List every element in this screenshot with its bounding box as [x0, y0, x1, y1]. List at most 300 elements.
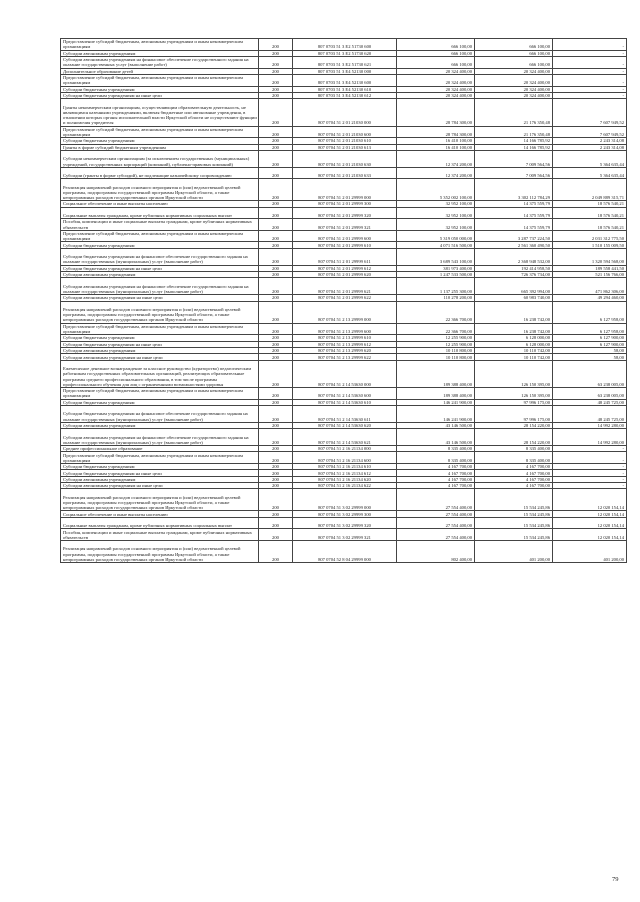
row-approved-amount-cell: 666 100,00 [397, 50, 475, 56]
row-executed-amount-cell: 16 238 742,00 [475, 301, 553, 323]
table-row [61, 207, 627, 219]
row-name-cell: Субсидии автономным учреждениям [61, 348, 259, 354]
row-admin-code-cell: 200 [259, 445, 293, 451]
row-approved-amount-cell: 27 554 400,00 [397, 517, 475, 529]
row-budget-code-cell: 807 0704 51 2 01 29999 321 [293, 219, 397, 231]
row-approved-amount-cell: 27 554 400,00 [397, 529, 475, 541]
row-admin-code-cell: 200 [259, 422, 293, 428]
row-unexecuted-amount-cell: - [553, 452, 627, 464]
row-admin-code-cell: 200 [259, 201, 293, 207]
row-budget-code-cell: 807 0704 51 2 13 29999 622 [293, 354, 397, 360]
row-executed-amount-cell: 28 154 220,00 [475, 422, 553, 428]
row-admin-code-cell: 200 [259, 360, 293, 387]
row-admin-code-cell: 200 [259, 405, 293, 422]
row-name-cell: Субсидии автономным учреждениям [61, 476, 259, 482]
row-executed-amount-cell: 8 335 400,00 [475, 445, 553, 451]
row-approved-amount-cell: 146 241 900,00 [397, 405, 475, 422]
row-admin-code-cell: 200 [259, 92, 293, 98]
row-approved-amount-cell: 666 100,00 [397, 56, 475, 68]
row-name-cell: Субсидии бюджетным учреждениям на иные цели [61, 92, 259, 98]
row-name-cell: Предоставление субсидий бюджетным, автономным учреждениям и иным некоммерческим организациям [61, 387, 259, 399]
row-unexecuted-amount-cell: 48 245 725,00 [553, 405, 627, 422]
row-admin-code-cell: 200 [259, 295, 293, 301]
row-name-cell: Реализация направлений расходов основного мероприятия и (или) ведомственной целевой программы, подпрограммы государственной программы Иркутской области, а также непрограммных расходов государственных органов Иркутской области [61, 179, 259, 201]
row-budget-code-cell: 807 0704 51 2 16 21134 612 [293, 470, 397, 476]
table-row [61, 354, 627, 360]
row-name-cell: Субсидии бюджетным учреждениям на иные цели [61, 265, 259, 271]
row-approved-amount-cell: 32 952 100,00 [397, 219, 475, 231]
row-approved-amount-cell: 10 110 800,00 [397, 354, 475, 360]
row-name-cell: Субсидии бюджетным учреждениям на финансовое обеспечение государственного задания на оказание государственных (муниципальных) услуг (выполнение работ) [61, 405, 259, 422]
row-name-cell: Гранты в форме субсидий бюджетным учреждениям [61, 144, 259, 150]
row-budget-code-cell: 807 0704 51 3 02 29999 321 [293, 529, 397, 541]
row-approved-amount-cell: 20 324 400,00 [397, 86, 475, 92]
row-name-cell: Реализация направлений расходов основного мероприятия и (или) ведомственной целевой программы, подпрограммы государственной программы Иркутской области, а также непрограммных расходов государственных органов Иркутской области [61, 301, 259, 323]
row-executed-amount-cell: 401 200,00 [475, 541, 553, 563]
row-executed-amount-cell: 14 166 785,92 [475, 138, 553, 144]
row-budget-code-cell: 807 0704 51 2 01 21030 600 [293, 126, 397, 138]
row-unexecuted-amount-cell: 7 607 949,52 [553, 99, 627, 126]
row-budget-code-cell: 807 0704 51 2 14 53630 611 [293, 405, 397, 422]
row-budget-code-cell: 807 0703 51 3 Е4 52130 600 [293, 74, 397, 86]
row-admin-code-cell: 200 [259, 272, 293, 278]
row-executed-amount-cell: 6 128 000,00 [475, 341, 553, 347]
row-admin-code-cell: 200 [259, 354, 293, 360]
row-approved-amount-cell: 12 255 900,00 [397, 341, 475, 347]
row-name-cell: Субсидии автономным учреждениям на финансовое обеспечение государственного задания на оказание государственных (муниципальных) услуг (выполнение работ) [61, 278, 259, 295]
row-admin-code-cell: 200 [259, 138, 293, 144]
row-unexecuted-amount-cell: 12 020 154,14 [553, 517, 627, 529]
row-executed-amount-cell: 16 238 742,00 [475, 323, 553, 335]
row-budget-code-cell: 807 0704 51 3 02 29999 000 [293, 489, 397, 511]
row-executed-amount-cell: 3 302 112 784,29 [475, 179, 553, 201]
row-budget-code-cell: 807 0704 51 2 01 29999 621 [293, 278, 397, 295]
row-executed-amount-cell: 97 996 175,00 [475, 399, 553, 405]
row-name-cell: Предоставление субсидий бюджетным, автономным учреждениям и иным некоммерческим организациям [61, 230, 259, 242]
row-name-cell: Дополнительное образование детей [61, 68, 259, 74]
row-unexecuted-amount-cell: 18 576 540,21 [553, 219, 627, 231]
row-name-cell: Субсидии автономным учреждениям на иные цели [61, 295, 259, 301]
row-unexecuted-amount-cell: 14 992 280,00 [553, 422, 627, 428]
row-executed-amount-cell: 15 534 245,86 [475, 529, 553, 541]
row-unexecuted-amount-cell: 2 031 312 775,50 [553, 230, 627, 242]
table-row [61, 92, 627, 98]
row-name-cell: Субсидии бюджетным учреждениям [61, 242, 259, 248]
row-admin-code-cell: 200 [259, 429, 293, 446]
row-name-cell: Субсидии бюджетным учреждениям [61, 138, 259, 144]
row-budget-code-cell: 807 0704 51 2 14 53630 600 [293, 387, 397, 399]
row-budget-code-cell: 807 0704 51 2 01 29999 610 [293, 242, 397, 248]
row-budget-code-cell: 807 0703 51 3 Е4 52130 610 [293, 86, 397, 92]
row-unexecuted-amount-cell: - [553, 39, 627, 51]
row-name-cell: Субсидии бюджетным учреждениям [61, 86, 259, 92]
row-executed-amount-cell: 20 324 400,00 [475, 86, 553, 92]
table-row [61, 301, 627, 323]
row-budget-code-cell: 807 0703 51 3 Е2 51730 600 [293, 39, 397, 51]
row-unexecuted-amount-cell: 6 127 900,00 [553, 335, 627, 341]
row-approved-amount-cell: 20 324 400,00 [397, 68, 475, 74]
row-budget-code-cell: 807 0704 51 3 02 29999 300 [293, 511, 397, 517]
row-unexecuted-amount-cell: - [553, 56, 627, 68]
table-row [61, 489, 627, 511]
row-name-cell: Субсидии бюджетным учреждениям на финансовое обеспечение государственного задания на оказание государственных (муниципальных) услуг (выполнение работ) [61, 248, 259, 265]
row-executed-amount-cell: 21 176 350,48 [475, 99, 553, 126]
row-unexecuted-amount-cell: 521 156 766,00 [553, 272, 627, 278]
table-row [61, 167, 627, 179]
row-admin-code-cell: 200 [259, 99, 293, 126]
row-executed-amount-cell: 4 167 700,00 [475, 470, 553, 476]
row-unexecuted-amount-cell: 5 364 635,44 [553, 167, 627, 179]
row-executed-amount-cell: 126 150 395,00 [475, 387, 553, 399]
row-unexecuted-amount-cell: 18 576 540,21 [553, 207, 627, 219]
row-executed-amount-cell: 20 324 400,00 [475, 74, 553, 86]
row-executed-amount-cell: 28 154 220,00 [475, 429, 553, 446]
row-approved-amount-cell: 5 319 050 000,00 [397, 230, 475, 242]
row-name-cell: Субсидии бюджетным учреждениям на иные цели [61, 470, 259, 476]
row-admin-code-cell: 200 [259, 278, 293, 295]
row-executed-amount-cell: 20 324 400,00 [475, 92, 553, 98]
row-admin-code-cell: 200 [259, 167, 293, 179]
row-admin-code-cell: 200 [259, 68, 293, 74]
row-name-cell: Предоставление субсидий бюджетным, автономным учреждениям и иным некоммерческим организациям [61, 74, 259, 86]
row-unexecuted-amount-cell: 6 127 958,00 [553, 301, 627, 323]
row-name-cell: Субсидии бюджетным учреждениям [61, 335, 259, 341]
row-budget-code-cell: 807 0704 51 2 13 29999 612 [293, 341, 397, 347]
row-approved-amount-cell: 22 366 700,00 [397, 301, 475, 323]
row-name-cell: Предоставление субсидий бюджетным, автономным учреждениям и иным некоммерческим организациям [61, 39, 259, 51]
row-admin-code-cell: 200 [259, 230, 293, 242]
row-approved-amount-cell: 20 324 400,00 [397, 74, 475, 86]
row-budget-code-cell: 807 0704 51 2 16 21134 620 [293, 476, 397, 482]
row-admin-code-cell: 200 [259, 242, 293, 248]
table-row [61, 39, 627, 51]
row-admin-code-cell: 200 [259, 265, 293, 271]
row-admin-code-cell: 200 [259, 476, 293, 482]
table-row [61, 179, 627, 201]
row-budget-code-cell: 807 0704 51 2 01 21030 000 [293, 99, 397, 126]
page-number: 79 [612, 876, 619, 883]
row-executed-amount-cell: 726 376 734,00 [475, 272, 553, 278]
table-row [61, 360, 627, 387]
row-name-cell: Субсидии автономным учреждениям [61, 272, 259, 278]
row-executed-amount-cell: 14 375 559,79 [475, 201, 553, 207]
table-row [61, 323, 627, 335]
row-admin-code-cell: 200 [259, 86, 293, 92]
row-approved-amount-cell: 381 973 400,00 [397, 265, 475, 271]
row-approved-amount-cell: 4 071 516 500,00 [397, 242, 475, 248]
row-approved-amount-cell: 4 167 700,00 [397, 470, 475, 476]
row-budget-code-cell: 807 0704 51 2 13 29999 610 [293, 335, 397, 341]
row-name-cell: Субсидии некоммерческим организациям (за исключением государственных (муниципальных) учреждений, государственных корпораций (компаний), публично-правовых компаний) [61, 150, 259, 167]
row-budget-code-cell: 807 0704 51 2 16 21134 622 [293, 483, 397, 489]
table-row [61, 99, 627, 126]
row-approved-amount-cell: 12 374 200,00 [397, 150, 475, 167]
row-admin-code-cell: 200 [259, 150, 293, 167]
row-approved-amount-cell: 8 335 400,00 [397, 452, 475, 464]
table-row [61, 201, 627, 207]
row-executed-amount-cell: 2 368 948 532,00 [475, 248, 553, 265]
row-budget-code-cell: 807 0703 51 3 Е4 52130 612 [293, 92, 397, 98]
row-unexecuted-amount-cell: 6 127 900,00 [553, 341, 627, 347]
table-row [61, 248, 627, 265]
row-approved-amount-cell: 43 146 500,00 [397, 429, 475, 446]
row-budget-code-cell: 807 0704 51 2 13 29999 620 [293, 348, 397, 354]
row-unexecuted-amount-cell: 1 510 155 009,50 [553, 242, 627, 248]
table-row [61, 405, 627, 422]
row-executed-amount-cell: 4 167 700,00 [475, 463, 553, 469]
row-name-cell: Пособия, компенсации и иные социальные выплаты гражданам, кроме публичных нормативных обязательств [61, 529, 259, 541]
table-row [61, 470, 627, 476]
row-unexecuted-amount-cell: - [553, 92, 627, 98]
row-approved-amount-cell: 28 784 300,00 [397, 99, 475, 126]
row-admin-code-cell: 200 [259, 207, 293, 219]
row-name-cell: Пособия, компенсации и иные социальные выплаты гражданам, кроме публичных нормативных обязательств [61, 219, 259, 231]
row-unexecuted-amount-cell: 1 320 594 568,00 [553, 248, 627, 265]
row-approved-amount-cell: 189 388 400,00 [397, 387, 475, 399]
row-name-cell: Субсидии (гранты в форме субсидий), не подлежащие казначейскому сопровождению [61, 167, 259, 179]
row-unexecuted-amount-cell: - [553, 470, 627, 476]
row-admin-code-cell: 200 [259, 39, 293, 51]
table-row [61, 517, 627, 529]
row-executed-amount-cell: 666 100,00 [475, 56, 553, 68]
row-executed-amount-cell: 666 100,00 [475, 39, 553, 51]
table-row [61, 429, 627, 446]
row-approved-amount-cell: 12 374 200,00 [397, 167, 475, 179]
table-row [61, 230, 627, 242]
table-row [61, 452, 627, 464]
row-admin-code-cell: 200 [259, 517, 293, 529]
row-approved-amount-cell: 27 554 400,00 [397, 489, 475, 511]
row-unexecuted-amount-cell: - [553, 74, 627, 86]
table-row [61, 150, 627, 167]
row-budget-code-cell: 807 0704 51 2 01 29999 600 [293, 230, 397, 242]
row-unexecuted-amount-cell: 7 607 949,52 [553, 126, 627, 138]
row-unexecuted-amount-cell: 401 200,00 [553, 541, 627, 563]
row-approved-amount-cell: 1 137 255 300,00 [397, 278, 475, 295]
row-unexecuted-amount-cell: 63 238 005,00 [553, 387, 627, 399]
row-unexecuted-amount-cell: - [553, 476, 627, 482]
row-admin-code-cell: 200 [259, 511, 293, 517]
row-name-cell: Субсидии автономным учреждениям на финансовое обеспечение государственного задания на оказание государственных услуг (выполнение работ) [61, 56, 259, 68]
row-budget-code-cell: 807 0704 51 2 01 29999 000 [293, 179, 397, 201]
row-budget-code-cell: 807 0704 51 2 01 21030 633 [293, 167, 397, 179]
row-executed-amount-cell: 60 983 740,00 [475, 295, 553, 301]
row-approved-amount-cell: 4 167 700,00 [397, 476, 475, 482]
row-budget-code-cell: 807 0704 51 2 01 29999 300 [293, 201, 397, 207]
row-approved-amount-cell: 10 110 800,00 [397, 348, 475, 354]
row-budget-code-cell: 807 0704 51 2 14 53630 000 [293, 360, 397, 387]
row-admin-code-cell: 200 [259, 219, 293, 231]
row-admin-code-cell: 200 [259, 463, 293, 469]
row-executed-amount-cell: 192 414 958,50 [475, 265, 553, 271]
row-unexecuted-amount-cell: 2 049 889 315,71 [553, 179, 627, 201]
row-budget-code-cell: 807 0704 51 2 01 21030 613 [293, 144, 397, 150]
row-unexecuted-amount-cell: - [553, 50, 627, 56]
row-budget-code-cell: 807 0703 51 3 Е2 51730 620 [293, 50, 397, 56]
row-budget-code-cell: 807 0704 51 2 14 53630 620 [293, 422, 397, 428]
row-executed-amount-cell: 4 167 700,00 [475, 476, 553, 482]
row-unexecuted-amount-cell: 471 862 306,00 [553, 278, 627, 295]
row-executed-amount-cell: 15 534 245,86 [475, 511, 553, 517]
row-executed-amount-cell: 6 128 000,00 [475, 335, 553, 341]
row-executed-amount-cell: 21 176 350,48 [475, 126, 553, 138]
row-unexecuted-amount-cell: 12 020 154,14 [553, 529, 627, 541]
row-admin-code-cell: 200 [259, 529, 293, 541]
row-admin-code-cell: 200 [259, 74, 293, 86]
table-row [61, 56, 627, 68]
row-budget-code-cell: 807 0704 51 2 16 21134 000 [293, 445, 397, 451]
table-row [61, 541, 627, 563]
row-admin-code-cell: 200 [259, 335, 293, 341]
row-approved-amount-cell: 43 146 500,00 [397, 422, 475, 428]
row-admin-code-cell: 200 [259, 144, 293, 150]
row-name-cell: Гранты некоммерческим организациям, осуществляющим образовательную деятельность, не являющимся казенными учреждениями, включая бюджетные или автономные учреждения, в отношении которых органы исполнительной власти Иркутской области не осуществляют функции и полномочия учредителя [61, 99, 259, 126]
row-budget-code-cell: 807 0704 51 3 02 29999 320 [293, 517, 397, 529]
row-approved-amount-cell: 1 247 533 500,00 [397, 272, 475, 278]
row-admin-code-cell: 200 [259, 56, 293, 68]
row-executed-amount-cell: 14 375 559,79 [475, 207, 553, 219]
row-unexecuted-amount-cell: 49 294 460,00 [553, 295, 627, 301]
row-admin-code-cell: 200 [259, 248, 293, 265]
row-unexecuted-amount-cell: 58,00 [553, 354, 627, 360]
row-approved-amount-cell: 666 100,00 [397, 39, 475, 51]
row-name-cell: Субсидии автономным учреждениям [61, 422, 259, 428]
row-executed-amount-cell: 4 167 700,00 [475, 483, 553, 489]
row-budget-code-cell: 807 0704 51 2 14 53630 621 [293, 429, 397, 446]
row-admin-code-cell: 200 [259, 489, 293, 511]
row-budget-code-cell: 807 0704 51 2 16 21134 610 [293, 463, 397, 469]
row-admin-code-cell: 200 [259, 541, 293, 563]
row-unexecuted-amount-cell: 12 020 154,14 [553, 489, 627, 511]
row-unexecuted-amount-cell: - [553, 463, 627, 469]
row-admin-code-cell: 200 [259, 483, 293, 489]
row-name-cell: Социальное обеспечение и иные выплаты населению [61, 201, 259, 207]
table-row [61, 341, 627, 347]
row-executed-amount-cell: 14 166 785,92 [475, 144, 553, 150]
row-approved-amount-cell: 3 689 543 100,00 [397, 248, 475, 265]
row-executed-amount-cell: 7 009 564,56 [475, 167, 553, 179]
row-budget-code-cell: 807 0704 51 2 16 21134 600 [293, 452, 397, 464]
table-row [61, 529, 627, 541]
row-executed-amount-cell: 665 392 994,00 [475, 278, 553, 295]
row-executed-amount-cell: 3 287 737 224,50 [475, 230, 553, 242]
row-name-cell: Предоставление субсидий бюджетным, автономным учреждениям и иным некоммерческим организациям [61, 126, 259, 138]
row-budget-code-cell: 807 0703 51 3 Е4 52130 000 [293, 68, 397, 74]
row-name-cell: Субсидии бюджетным учреждениям на иные цели [61, 341, 259, 347]
row-unexecuted-amount-cell: 18 576 540,21 [553, 201, 627, 207]
row-name-cell: Предоставление субсидий бюджетным, автономным учреждениям и иным некоммерческим организациям [61, 323, 259, 335]
row-unexecuted-amount-cell: - [553, 86, 627, 92]
row-unexecuted-amount-cell: - [553, 68, 627, 74]
row-approved-amount-cell: 22 366 700,00 [397, 323, 475, 335]
row-admin-code-cell: 200 [259, 399, 293, 405]
row-approved-amount-cell: 20 324 400,00 [397, 92, 475, 98]
row-approved-amount-cell: 802 400,00 [397, 541, 475, 563]
row-name-cell: Реализация направлений расходов основного мероприятия и (или) ведомственной целевой программы, подпрограммы государственной программы Иркутской области, а также непрограммных расходов государственных органов Иркутской области [61, 489, 259, 511]
budget-execution-table [60, 38, 627, 563]
row-executed-amount-cell: 8 335 400,00 [475, 452, 553, 464]
row-approved-amount-cell: 8 335 400,00 [397, 445, 475, 451]
row-approved-amount-cell: 146 241 900,00 [397, 399, 475, 405]
row-executed-amount-cell: 15 534 245,86 [475, 489, 553, 511]
row-executed-amount-cell: 10 110 742,00 [475, 348, 553, 354]
table-row [61, 219, 627, 231]
row-approved-amount-cell: 12 255 900,00 [397, 335, 475, 341]
row-name-cell: Реализация направлений расходов основного мероприятия и (или) ведомственной целевой программы, подпрограммы государственной программы Иркутской области, а также непрограммных расходов государственных органов Иркутской области [61, 541, 259, 563]
row-budget-code-cell: 807 0704 51 2 01 29999 320 [293, 207, 397, 219]
row-executed-amount-cell: 10 110 742,00 [475, 354, 553, 360]
row-executed-amount-cell: 20 324 400,00 [475, 68, 553, 74]
row-budget-code-cell: 807 0704 51 2 01 29999 620 [293, 272, 397, 278]
row-approved-amount-cell: 5 352 002 100,00 [397, 179, 475, 201]
table-row [61, 144, 627, 150]
row-budget-code-cell: 807 0704 52 8 04 29999 000 [293, 541, 397, 563]
row-approved-amount-cell: 4 167 700,00 [397, 483, 475, 489]
row-unexecuted-amount-cell: - [553, 445, 627, 451]
row-name-cell: Субсидии бюджетным учреждениям [61, 463, 259, 469]
row-unexecuted-amount-cell: 58,00 [553, 348, 627, 354]
table-row [61, 483, 627, 489]
budget-table-sheet [60, 38, 626, 563]
row-unexecuted-amount-cell: 189 558 441,50 [553, 265, 627, 271]
row-approved-amount-cell: 28 784 300,00 [397, 126, 475, 138]
row-name-cell: Предоставление субсидий бюджетным, автономным учреждениям и иным некоммерческим организациям [61, 452, 259, 464]
table-row [61, 74, 627, 86]
row-admin-code-cell: 200 [259, 323, 293, 335]
table-row [61, 295, 627, 301]
row-approved-amount-cell: 4 167 700,00 [397, 463, 475, 469]
row-approved-amount-cell: 189 388 400,00 [397, 360, 475, 387]
row-executed-amount-cell: 15 534 245,86 [475, 517, 553, 529]
row-name-cell: Субсидии автономным учреждениям на финансовое обеспечение государственного задания на оказание государственных (муниципальных) услуг (выполнение работ) [61, 429, 259, 446]
row-name-cell: Субсидии бюджетным учреждениям [61, 399, 259, 405]
row-executed-amount-cell: 7 009 564,56 [475, 150, 553, 167]
row-budget-code-cell: 807 0703 51 3 Е2 51730 621 [293, 56, 397, 68]
row-admin-code-cell: 200 [259, 341, 293, 347]
row-executed-amount-cell: 97 996 175,00 [475, 405, 553, 422]
row-approved-amount-cell: 16 410 100,00 [397, 144, 475, 150]
row-unexecuted-amount-cell: 12 020 154,14 [553, 511, 627, 517]
row-approved-amount-cell: 32 952 100,00 [397, 201, 475, 207]
row-admin-code-cell: 200 [259, 387, 293, 399]
row-name-cell: Субсидии автономным учреждениям [61, 50, 259, 56]
row-unexecuted-amount-cell: 63 238 005,00 [553, 360, 627, 387]
row-admin-code-cell: 200 [259, 348, 293, 354]
row-budget-code-cell: 807 0704 51 2 01 29999 611 [293, 248, 397, 265]
row-unexecuted-amount-cell: 5 364 635,44 [553, 150, 627, 167]
row-admin-code-cell: 200 [259, 470, 293, 476]
row-admin-code-cell: 200 [259, 452, 293, 464]
row-name-cell: Среднее профессиональное образование [61, 445, 259, 451]
row-approved-amount-cell: 16 410 100,00 [397, 138, 475, 144]
table-row [61, 126, 627, 138]
table-body [61, 39, 627, 563]
table-row [61, 387, 627, 399]
row-name-cell: Субсидии автономным учреждениям на иные цели [61, 483, 259, 489]
row-name-cell: Социальные выплаты гражданам, кроме публичных нормативных социальных выплат [61, 207, 259, 219]
row-approved-amount-cell: 27 554 400,00 [397, 511, 475, 517]
row-name-cell: Субсидии автономным учреждениям на иные цели [61, 354, 259, 360]
row-name-cell: Социальные выплаты гражданам, кроме публичных нормативных социальных выплат [61, 517, 259, 529]
row-budget-code-cell: 807 0704 51 2 13 29999 600 [293, 323, 397, 335]
row-budget-code-cell: 807 0704 51 2 01 29999 612 [293, 265, 397, 271]
row-approved-amount-cell: 110 278 200,00 [397, 295, 475, 301]
row-executed-amount-cell: 14 375 559,79 [475, 219, 553, 231]
row-admin-code-cell: 200 [259, 179, 293, 201]
row-executed-amount-cell: 126 150 395,00 [475, 360, 553, 387]
row-admin-code-cell: 200 [259, 301, 293, 323]
row-name-cell: Ежемесячное денежное вознаграждение за классное руководство (кураторство) педагогическим работникам государственных образовательных организаций, реализующих образовательные программы среднего профессионального образования, в том числе программы профессионального обучения для лиц с ограниченными возможностями здоровья [61, 360, 259, 387]
